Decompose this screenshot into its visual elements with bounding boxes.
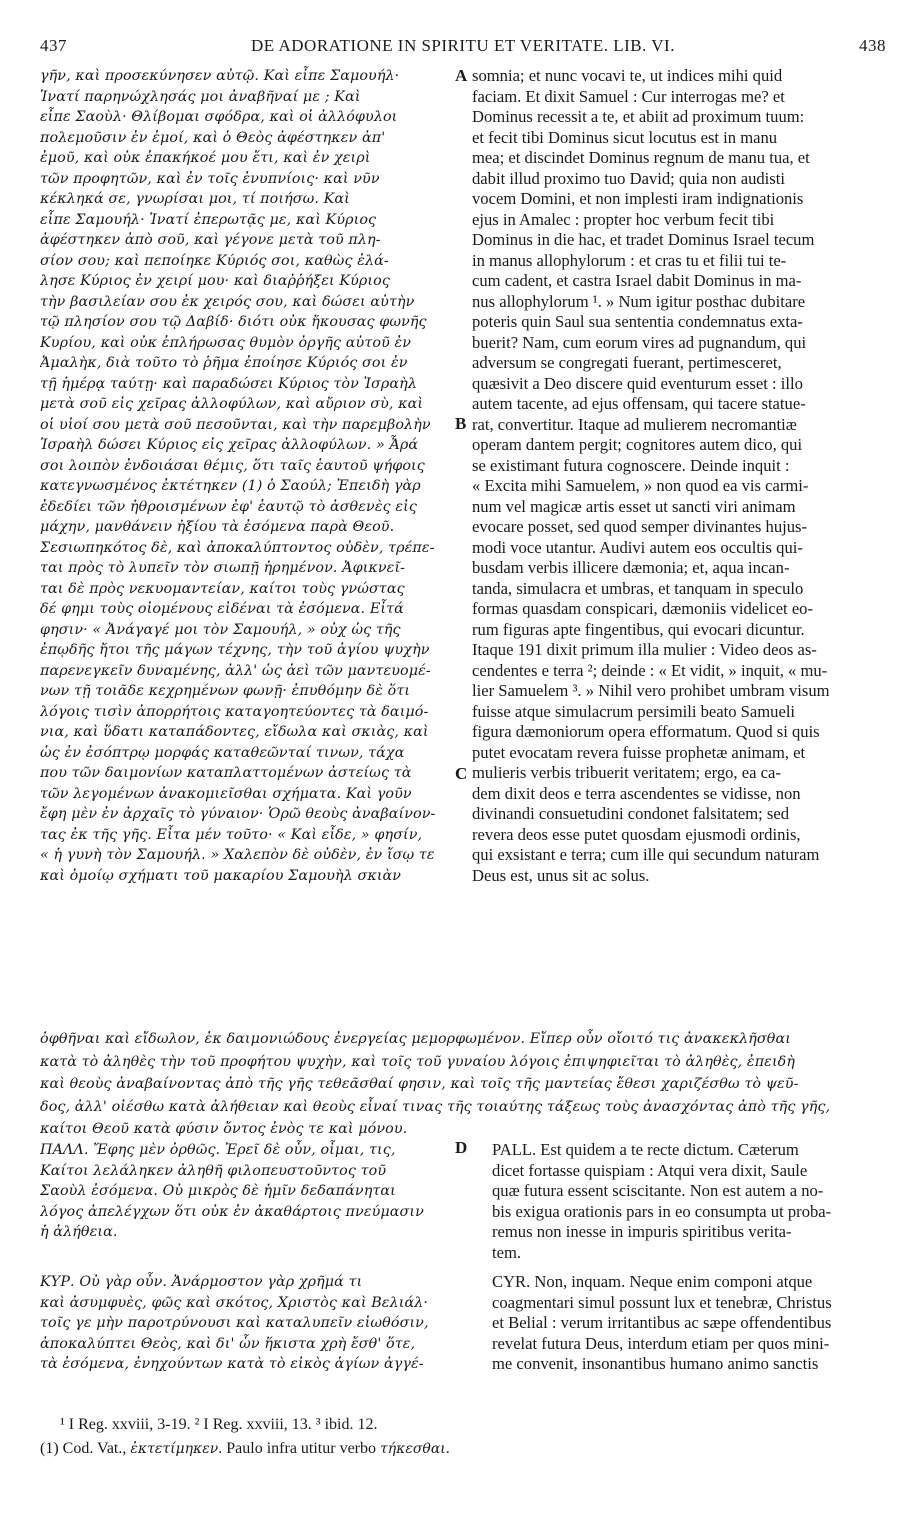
text-line: autem tacente, ad ejus offensam, qui tacere statue- [472,394,806,413]
text-line: κέκληκά σε, γνωρίσαι μοι, τί ποιήσω. Καὶ [40,191,350,207]
text-line: in manus allophylorum : et cras tu et filii tui te- [472,250,787,270]
text-line: vocem Domini, et non implesti iram indignationis [472,189,804,208]
text-line: ἐδεδίει τῶν ἠθροισμένων ἐφ' ἑαυτῷ τὸ ἀσθενὲς εἰς [40,498,417,515]
greek-pall-paragraph [40,1140,452,1243]
text-line: σοι λοιπὸν ἐνδοιάσαι θέμις, ὅτι ταῖς ἑαυτοῦ ψήφοις [40,457,425,474]
text-line: που τῶν δαιμονίων καταπλαττομένων ἀστείως τὰ [40,765,412,781]
text-line: τῇ ἡμέρᾳ ταύτῃ· καὶ παραδώσει Κύριος τὸν Ἰσραὴλ [40,375,417,392]
text-line: PALL. Est quidem a te recte dictum. Cæterum [492,1140,799,1159]
margin-marker-a: A [455,66,468,85]
text-line: et Belial : verum irritantibus ac sæpe offendentibus [492,1313,832,1332]
text-line: nus allophylorum ¹. » Num igitur posthac dubitare [472,291,806,311]
text-line: CYR. Non, inquam. Neque enim componi atque [492,1272,813,1291]
text-line: λόγοις τισὶν ἀπορρήτοις καταγοητεύοντες τὰ δαιμό- [40,703,429,720]
footnote-1-prefix: (1) Cod. Vat., [40,1440,131,1457]
text-line: lier Samuelem ³. » Nihil vero prohibet umbram visum [472,681,830,700]
page-number-right: 438 [859,36,886,55]
text-line: Ἱνατί παρηνώχλησάς μοι ἀναβῆναί με ; Καὶ [40,88,361,105]
text-line: Deus est, unus sit ac solus. [472,865,650,885]
text-line: Dominus in die hac, et tradet Dominus Israel tecum [472,230,815,249]
text-line: coagmentari simul possunt lux et tenebræ, Christus [492,1292,832,1312]
text-line: tem. [492,1242,522,1262]
text-line: εἶπε Σαμουήλ· Ἱνατί ἐπερωτᾷς με, καὶ Κύριος [40,211,377,228]
text-line: ὡς ἐν ἐσόπτρῳ μορφάς καταθεῶνταί τινων, τάχα [40,744,405,761]
text-line: δέ φημι τοὺς οἰομένους εἰδέναι τὰ ἐσόμενα. Εἶτά [40,601,404,617]
greek-cyr-paragraph [40,1272,452,1375]
text-line: καὶ ὁμοίῳ σχήματι τοῦ μακαρίου Σαμουὴλ σκιὰν [40,867,402,884]
text-line: quæsivit a Deo discere quid eventurum esset : illo [472,373,803,393]
text-line: se existimant futura cognoscere. Deinde inquit : [472,455,790,475]
text-line: adversum se congregati fuerant, pertimesceret, [472,353,782,372]
text-line: Κυρίου, καὶ οὐκ ἐπλήρωσας θυμὸν ὀργῆς αὐτοῦ ἐν [40,334,412,351]
text-line: mulieris verbis tribuerit veritatem; ergo, ea ca- [472,763,781,782]
text-line: « Excita mihi Samuelem, » non quod ea vis carmi- [472,476,809,495]
text-line: ὀφθῆναι καὶ εἴδωλον, ἐκ δαιμονιώδους ἐνεργείας μεμορφωμένον. Εἴπερ οὖν οἴοιτό τις ἀνακεκλῆσθαι [40,1031,791,1047]
text-line: mea; et discindet Dominus regnum de manu tua, et [472,148,810,167]
footnote-1-greek: ἐκτετίμηκεν [130,1441,219,1457]
text-line: remus non inesse in impuris spiritibus verita- [492,1222,792,1241]
text-line: κατεγνωσμένος ἐκτέτηκεν (1) ὁ Σαούλ; Ἐπειδὴ γὰρ [40,478,421,494]
text-line: figura dæmoniorum opera efformatum. Quod si quis [472,722,820,741]
text-line: ejus in Amalec : propter hoc verbum fecit tibi [472,209,775,229]
text-line: evocare posset, sed quod semper divinantes hujus- [472,517,808,536]
text-line: modi voce utantur. Audivi autem eos occultis qui- [472,537,803,557]
latin-pall-paragraph [492,1140,888,1263]
text-line: τας ἐκ τῆς γῆς. Εἶτα μέν τοῦτο· « Καὶ εἶδε, » φησίν, [40,826,423,843]
text-line: παρενεγκεῖν δυναμένης, ἀλλ' ὡς ἀεὶ τῶν μαντευομέ- [40,662,431,679]
footnote-1-greek-2: τήκεσθαι [380,1441,446,1457]
text-line: ἐμοῦ, καὶ οὐκ ἐπακήκοέ μου ἔτι, καὶ ἐν χειρὶ [40,150,371,166]
text-line: ἀφέστηκεν ἀπὸ σοῦ, καὶ γέγονε μετὰ τοῦ πλη- [40,232,381,248]
text-line: Σεσιωπηκότος δὲ, καὶ ἀποκαλύπτοντος οὐδὲν, τρέπε- [40,539,435,556]
margin-marker-b: B [455,414,467,433]
text-line: δος, ἀλλ' οἰέσθω κατὰ ἀλήθειαν καὶ θεοὺς εἶναί τινας τῆς τοιαύτης τάξεως τοὺς ἀνασχόντας ἀπὸ τῆς γῆς, [40,1098,831,1115]
text-line: Itaque 191 dixit primum illa mulier : Video deos as- [472,640,817,659]
text-line: et fecit tibi Dominus sicut locutus est in manu [472,127,778,147]
text-line: cum cadent, et castra Israel dabit Dominus in ma- [472,271,802,290]
page-number-left: 437 [40,36,67,55]
text-line: Ἀμαλὴκ, διὰ τοῦτο τὸ ῥῆμα ἐποίησε Κύριός σοι ἐν [40,355,408,371]
text-line: formas quasdam conspicari, dæmoniis videlicet eo- [472,599,814,618]
text-line: divinandi consuetudini condonet falsitatem; sed [472,804,790,823]
text-line: καὶ θεοὺς ἀναβαίνοντας ἀπὸ τῆς γῆς τεθεᾶσθαί φησιν, καὶ τοῖς τῆς μαντείας ἔθεσι χαριζέσθω τὸ ψεῦ- [40,1076,799,1092]
text-line: ται δὲ πρὸς νεκυομαντείαν, καίτοι τοὺς γνώστας [40,580,405,597]
text-line: qui exsistant e terra; cum ille qui secundum naturam [472,845,820,864]
text-line: τῷ πλησίον σου τῷ Δαβίδ· διότι οὐκ ἤκουσας φωνῆς [40,314,427,330]
text-line: λησε Κύριος ἐν χειρί μου· καὶ διαῤῥήξει Κύριος [40,273,390,289]
text-line: somnia; et nunc vocavi te, ut indices mihi quid [472,66,783,85]
margin-marker-d: D [455,1138,468,1157]
text-line: τῶν λεγομένων ἀνακομιεῖσθαι σχήματα. Καὶ γοῦν [40,785,412,802]
greek-column-upper [40,66,452,886]
text-line: bis exigua orationis pars in eo consumpta ut proba- [492,1201,832,1221]
text-line: tanda, simulacra et umbras, et tanquam in speculo [472,578,804,598]
text-line: τῶν προφητῶν, καὶ ἐν τοῖς ἐνυπνίοις· καὶ νῦν [40,170,380,187]
footnote-references: ¹ I Reg. xxviii, 3-19. ² I Reg. xxviii, 13. ³ ibid. 12. [60,1416,378,1433]
text-line: putet evocatam revera fuisse prophetæ animam, et [472,742,806,762]
text-line: Dominus recessit a te, et abiit ad proximum tuum: [472,107,805,126]
running-header [40,36,886,62]
text-line: καίτοι Θεοῦ κατὰ φύσιν ὄντος ἑνὸς τε καὶ μόνου. [40,1121,408,1137]
text-line: ΚΥΡ. Οὐ γὰρ οὖν. Ἀνάρμοστον γὰρ χρῆμά τι [40,1274,363,1290]
margin-marker-c: C [455,764,468,783]
text-line: ἐπῳδῆς ἤτοι τῆς μάγων τέχνης, τὴν τοῦ ἁγίου ψυχὴν [40,642,430,658]
text-line: τὴν βασιλείαν σου ἐκ χειρός σου, καὶ δώσει αὐτὴν [40,293,415,310]
text-line: σίον σου; καὶ πεποίηκε Κύριός σοι, καθὼς ἐλά- [40,252,389,269]
text-line: ΠΑΛΛ. Ἔφης μὲν ὀρθῶς. Ἐρεῖ δὲ οὖν, οἶμαι, τις, [40,1142,396,1158]
text-line: Ἰσραὴλ δώσει Κύριος εἰς χεῖρας ἀλλοφύλων. » Ἆρά [40,437,419,453]
text-line: num vel magicæ artis esset ut sancti viri animam [472,496,796,516]
latin-cyr-paragraph [492,1272,888,1375]
latin-column-upper [472,66,888,886]
text-line: revelat futura Deus, interdum etiam per quos mini- [492,1333,830,1353]
text-line: λόγος ἀπελέγχων ὅτι οὐκ ἐν ἀκαθάρτοις πνεύμασιν [40,1203,424,1220]
text-line: poteris quin Saul sua sententia condemnatus exta- [472,312,803,331]
text-line: Καίτοι λελάληκεν ἀληθῆ φιλοπευστοῦντος τοῦ [40,1162,387,1179]
text-line: cendentes e terra ²; deinde : « Et vidit, » inquit, « mu- [472,660,828,680]
text-line: ἀποκαλύπτει Θεὸς, καὶ δι' ὧν ἥκιστα χρὴ ἔσθ' ὅτε, [40,1335,416,1352]
footnote-1-end: . [445,1440,450,1457]
text-line: quæ futura essent sciscitante. Non est autem a no- [492,1181,824,1200]
text-line: me convenit, insonantibus humano animo sanctis [492,1354,819,1373]
text-line: γῆν, καὶ προσεκύνησεν αὐτῷ. Καὶ εἶπε Σαμουήλ· [40,68,400,84]
text-line: « ἡ γυνὴ τὸν Σαμουήλ. » Χαλεπὸν δὲ οὐδὲν, ἐν ἴσῳ τε [40,847,435,863]
text-line: εἶπε Σαοὺλ· Θλίβομαι σφόδρα, καὶ οἱ ἀλλόφυλοι [40,109,398,125]
text-line: νια, καὶ ὕδατι καταπάδοντες, εἴδωλα καὶ σκιὰς, καὶ [40,724,429,740]
text-line: καὶ ἀσυμφυὲς, φῶς καὶ σκότος, Χριστὸς καὶ Βελιάλ· [40,1294,429,1311]
text-line: Σαοὺλ ἐσόμενα. Οὐ μικρὸς δὲ ἡμῖν δεδαπάνηται [40,1183,396,1199]
text-line: busdam verbis illicere dæmonia; et, aqua incan- [472,558,790,577]
text-line: τὰ ἐσόμενα, ἐνηχούντων κατὰ τὸ εἰκὸς ἁγίων ἀγγέ- [40,1356,424,1372]
text-line: rum figuras apte fingentibus, qui evocari dicuntur. [472,619,805,639]
text-line: revera deos esse putet quosdam ejusmodi ordinis, [472,824,801,844]
text-line: ται πρὸς τὸ λυπεῖν τὸν σιωπῇ ἠρημένον. Ἀφικνεῖ- [40,560,406,576]
text-line: κατὰ τὸ ἀληθὲς τὴν τοῦ προφήτου ψυχὴν, καὶ τοῖς τοῦ γυναίου λόγοις ἐπιψηφιεῖται τὸ ἀληθὲς, ἐπειδὴ [40,1053,796,1070]
running-title: DE ADORATIONE IN SPIRITU ET VERITATE. LIB. VI. [251,36,675,55]
text-line: faciam. Et dixit Samuel : Cur interrogas me? et [472,86,785,106]
text-line: τοῖς γε μὴν παροτρύνουσι καὶ καταλυπεῖν εἰωθόσιν, [40,1315,429,1331]
text-line: operam dantem pergit; cognitores autem dico, qui [472,435,803,454]
text-line: ἡ ἀλήθεια. [40,1224,118,1240]
text-line: buerit? Nam, cum eorum vires ad pugnandum, qui [472,332,807,352]
text-line: rat, convertitur. Itaque ad mulierem necromantiæ [472,414,797,434]
text-line: πολεμοῦσιν ἐν ἐμοί, καὶ ὁ Θεὸς ἀφέστηκεν ἀπ' [40,129,386,146]
text-line: dabit illud proximo tuo David; quia non audisti [472,168,785,188]
text-line: νων τῇ τοιᾶδε κεχρημένων φωνῇ· ἐπυθόμην δὲ ὅτι [40,683,411,699]
text-line: μετὰ σοῦ εἰς χεῖρας ἀλλοφύλων, καὶ αὔριον σὺ, καὶ [40,396,424,412]
text-line: ἔφη μὲν ἐν ἀρχαῖς τὸ γύναιον· Ὁρῶ θεοὺς ἀναβαίνον- [40,806,436,822]
text-line: fuisse atque simulacrum persimili beato Samueli [472,701,796,721]
footnote-1-mid: . Paulo infra utitur verbo [218,1440,381,1457]
text-line: dem dixit deos e terra ascendentes se vidisse, non [472,783,801,803]
text-line: dicet fortasse quispiam : Atqui vera dixit, Saule [492,1160,808,1180]
text-line: οἱ υἱοί σου μετὰ σοῦ πεσοῦνται, καὶ τὴν παρεμβολὴν [40,416,431,433]
footnote-1 [40,1440,450,1458]
text-line: φησιν· « Ἀνάγαγέ μοι τὸν Σαμουήλ, » οὐχ ὡς τῆς [40,621,401,638]
greek-full-width-paragraph [40,1028,890,1141]
text-line: μάχην, μανθάνειν ἠξίου τὰ ἐσόμενα παρὰ Θεοῦ. [40,519,395,535]
